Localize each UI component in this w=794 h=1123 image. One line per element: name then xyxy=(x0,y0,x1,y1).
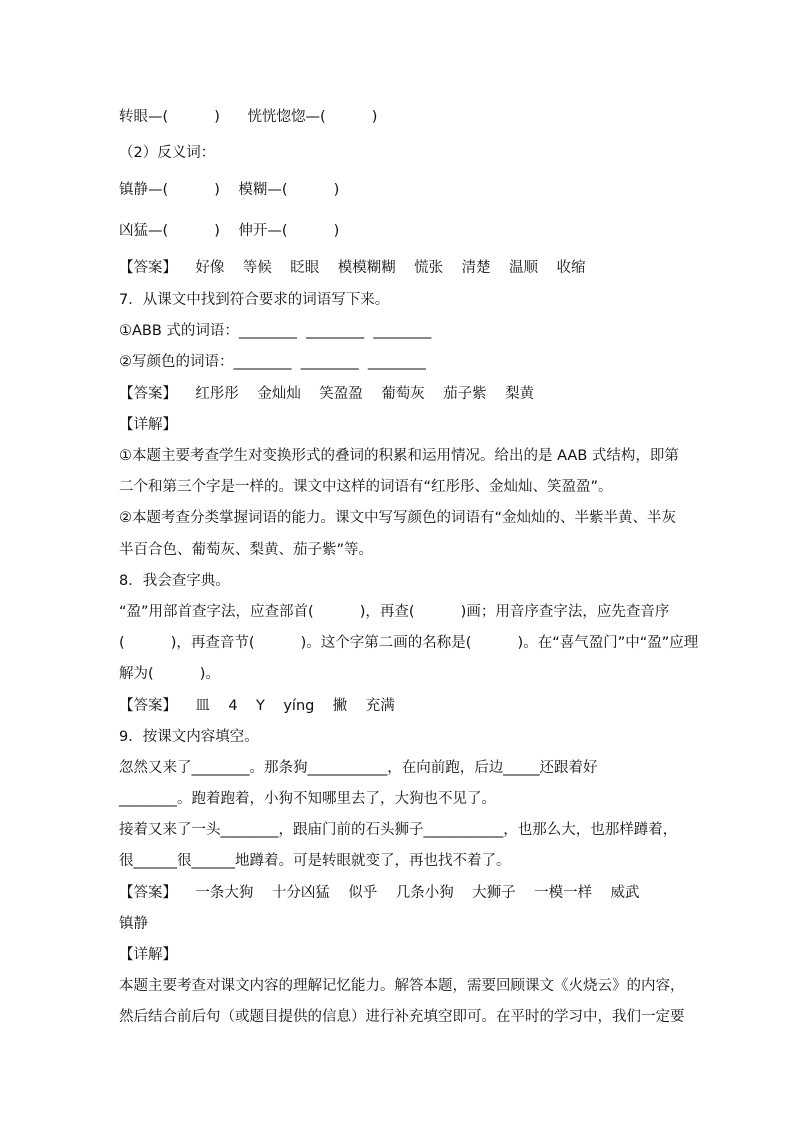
explanation-text: 半百合色、葡萄灰、梨黄、茄子紫”等。 xyxy=(119,542,374,558)
explanation-text: 然后结合前后句（或题目提供的信息）进行补充填空即可。在平时的学习中，我们一定要 xyxy=(119,1009,685,1025)
antonym-line-1: 镇静—( ) 模糊—( ) xyxy=(119,182,340,198)
answer-line-continued: 镇静 xyxy=(119,916,148,932)
question-9-text: 接着又来了一头________，跟庙门前的石头狮子___________，也那么大，也那样蹲着， xyxy=(119,822,678,838)
explanation-text: ②本题考查分类掌握词语的能力。课文中写写颜色的词语有“金灿灿的、半紫半黄、半灰 xyxy=(119,510,677,526)
antonym-heading: （2）反义词： xyxy=(119,145,216,161)
question-9-text: 忽然又来了________。那条狗___________，在向前跑，后边_____还跟着好 xyxy=(119,760,598,776)
question-8-text: “盈”用部首查字法，应查部首( )，再查( )画；用音序查字法，应先查音序 xyxy=(119,604,670,620)
question-8: 8．我会查字典。 xyxy=(119,573,230,589)
antonym-line-2: 凶猛—( ) 伸开—( ) xyxy=(119,223,340,239)
question-8-text: 解为( )。 xyxy=(119,666,220,682)
explanation-heading: 【详解】 xyxy=(119,417,177,433)
question-9-text: 很______很______地蹲着。可是转眼就变了，再也找不着了。 xyxy=(119,853,511,869)
answer-line: 【答案】 好像 等候 眨眼 模模糊糊 慌张 清楚 温顺 收缩 xyxy=(119,260,586,276)
question-7-part-2: ②写颜色的词语：________ ________ ________ xyxy=(119,354,426,370)
explanation-heading: 【详解】 xyxy=(119,947,177,963)
explanation-text: 本题主要考查对课文内容的理解记忆能力。解答本题，需要回顾课文《火烧云》的内容， xyxy=(119,978,685,994)
question-9-text: ________。跑着跑着，小狗不知哪里去了，大狗也不见了。 xyxy=(119,791,496,807)
answer-line: 【答案】 一条大狗 十分凶猛 似乎 几条小狗 大狮子 一模一样 威武 xyxy=(119,885,640,901)
question-9: 9．按课文内容填空。 xyxy=(119,729,259,745)
answer-line: 【答案】 皿 4 Y yíng 撇 充满 xyxy=(119,698,395,714)
explanation-text: 二个和第三个字是一样的。课文中这样的词语有“红彤彤、金灿灿、笑盈盈”。 xyxy=(119,479,613,495)
answer-line: 【答案】 红彤彤 金灿灿 笑盈盈 葡萄灰 茄子紫 梨黄 xyxy=(119,386,535,402)
question-7: 7．从课文中找到符合要求的词语写下来。 xyxy=(119,292,390,308)
explanation-text: ①本题主要考查学生对变换形式的叠词的积累和运用情况。给出的是 AAB 式结构，即第 xyxy=(119,448,679,464)
question-8-text: ( )，再查音节( )。这个字第二画的名称是( )。在“喜气盈门”中“盈”应理 xyxy=(119,635,699,651)
synonym-line-1: 转眼—( ) 恍恍惚惚—( ) xyxy=(119,109,378,125)
question-7-part-1: ①ABB 式的词语：________ ________ ________ xyxy=(119,323,432,339)
